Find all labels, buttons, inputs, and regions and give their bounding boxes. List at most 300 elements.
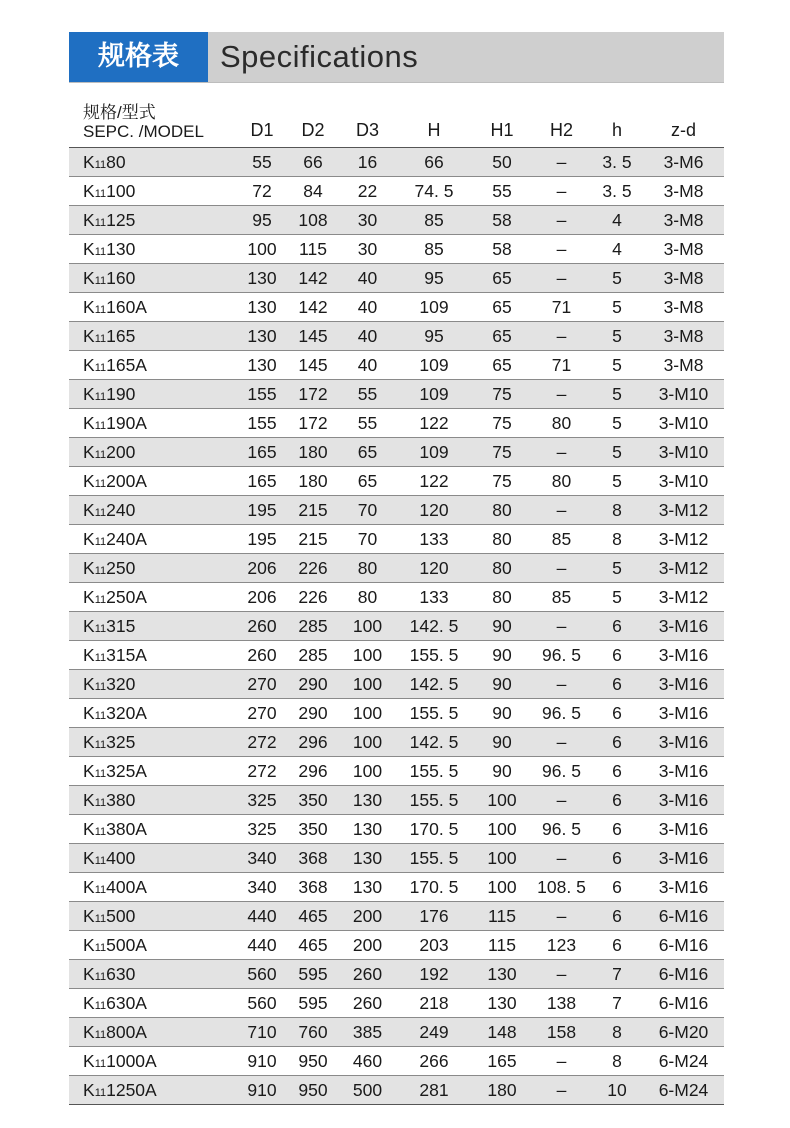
cell-z-d: 3-M16: [643, 641, 724, 670]
cell-d1: 130: [237, 264, 287, 293]
cell-d1: 260: [237, 612, 287, 641]
cell-h2: 108. 5: [532, 873, 591, 902]
table-row: [69, 235, 724, 264]
model-prefix: K: [83, 760, 95, 781]
model-number: 380A: [106, 818, 147, 839]
table-row: [69, 409, 724, 438]
cell-d3: 385: [339, 1018, 396, 1047]
model-number: 630A: [106, 992, 147, 1013]
model-cell: [69, 612, 237, 641]
cell-h1: 65: [472, 293, 532, 322]
cell-h: 142. 5: [396, 612, 472, 641]
cell-h: 95: [396, 264, 472, 293]
model-subscript: 11: [94, 883, 107, 896]
model-number: 200: [106, 441, 136, 462]
cell-d3: 130: [339, 786, 396, 815]
cell-d1: 165: [237, 438, 287, 467]
cell-h: 176: [396, 902, 472, 931]
cell-d3: 500: [339, 1076, 396, 1105]
cell-h-small: 5: [591, 293, 643, 322]
cell-h: 155. 5: [396, 844, 472, 873]
cell-h1: 65: [472, 322, 532, 351]
table-row: [69, 496, 724, 525]
model-number: 250A: [106, 586, 147, 607]
cell-h2: –: [532, 844, 591, 873]
table-row: [69, 844, 724, 873]
model-subscript: 11: [94, 361, 107, 374]
table-row: [69, 554, 724, 583]
cell-d2: 595: [287, 960, 339, 989]
cell-h2: –: [532, 438, 591, 467]
cell-d3: 200: [339, 902, 396, 931]
model-prefix: K: [83, 934, 95, 955]
model-subscript: 11: [94, 651, 107, 664]
cell-d1: 55: [237, 148, 287, 177]
cell-h1: 65: [472, 351, 532, 380]
cell-h-small: 4: [591, 235, 643, 264]
model-number: 320A: [106, 702, 147, 723]
cell-h: 133: [396, 525, 472, 554]
cell-h2: 96. 5: [532, 757, 591, 786]
cell-h-small: 6: [591, 641, 643, 670]
cell-h2: –: [532, 1047, 591, 1076]
model-column-header: [69, 86, 237, 148]
cell-h-small: 6: [591, 670, 643, 699]
cell-z-d: 6-M16: [643, 931, 724, 960]
cell-d1: 560: [237, 960, 287, 989]
cell-z-d: 3-M12: [643, 525, 724, 554]
column-header-h: H: [396, 86, 472, 148]
cell-h2: –: [532, 496, 591, 525]
model-cell: [69, 177, 237, 206]
cell-h-small: 4: [591, 206, 643, 235]
model-cell: [69, 699, 237, 728]
model-subscript: 11: [94, 767, 107, 780]
model-number: 315: [106, 615, 136, 636]
table-row: [69, 293, 724, 322]
model-cell: [69, 902, 237, 931]
cell-h: 266: [396, 1047, 472, 1076]
model-cell: [69, 873, 237, 902]
cell-d1: 155: [237, 380, 287, 409]
model-prefix: K: [83, 673, 95, 694]
header-divider: [69, 82, 724, 83]
cell-h2: 80: [532, 467, 591, 496]
cell-d2: 290: [287, 699, 339, 728]
cell-d3: 130: [339, 844, 396, 873]
model-prefix: K: [83, 644, 95, 665]
cell-d3: 65: [339, 467, 396, 496]
model-prefix: K: [83, 557, 95, 578]
cell-h: 142. 5: [396, 728, 472, 757]
model-subscript: 11: [94, 709, 107, 722]
cell-d3: 130: [339, 873, 396, 902]
cell-h1: 90: [472, 612, 532, 641]
cell-z-d: 6-M16: [643, 902, 724, 931]
cell-z-d: 3-M8: [643, 177, 724, 206]
model-prefix: K: [83, 905, 95, 926]
cell-d3: 55: [339, 380, 396, 409]
cell-h1: 55: [472, 177, 532, 206]
cell-d3: 100: [339, 641, 396, 670]
model-number: 190: [106, 383, 136, 404]
model-number: 380: [106, 789, 136, 810]
cell-h-small: 5: [591, 467, 643, 496]
cell-z-d: 3-M10: [643, 409, 724, 438]
cell-d2: 172: [287, 409, 339, 438]
column-header-d3: D3: [339, 86, 396, 148]
model-prefix: K: [83, 151, 95, 172]
cell-d2: 296: [287, 728, 339, 757]
table-row: [69, 699, 724, 728]
cell-z-d: 3-M8: [643, 322, 724, 351]
model-header-en: SEPC. /MODEL: [83, 122, 204, 141]
model-subscript: 11: [94, 477, 107, 490]
model-number: 325: [106, 731, 136, 752]
model-prefix: K: [83, 1021, 95, 1042]
model-cell: [69, 641, 237, 670]
cell-d2: 285: [287, 641, 339, 670]
model-cell: [69, 467, 237, 496]
model-cell: [69, 786, 237, 815]
cell-h2: –: [532, 670, 591, 699]
cell-d2: 465: [287, 931, 339, 960]
cell-d1: 710: [237, 1018, 287, 1047]
model-prefix: K: [83, 412, 95, 433]
cell-h: 249: [396, 1018, 472, 1047]
table-row: [69, 960, 724, 989]
cell-h-small: 5: [591, 554, 643, 583]
cell-h-small: 5: [591, 351, 643, 380]
cell-d3: 260: [339, 960, 396, 989]
cell-z-d: 3-M16: [643, 873, 724, 902]
model-number: 400: [106, 847, 136, 868]
cell-h2: –: [532, 380, 591, 409]
cell-z-d: 6-M20: [643, 1018, 724, 1047]
model-cell: [69, 815, 237, 844]
cell-d1: 130: [237, 351, 287, 380]
cell-z-d: 3-M8: [643, 293, 724, 322]
cell-h-small: 8: [591, 525, 643, 554]
cell-d2: 465: [287, 902, 339, 931]
model-subscript: 11: [94, 419, 107, 432]
model-subscript: 11: [94, 796, 107, 809]
table-row: [69, 902, 724, 931]
cell-h1: 80: [472, 496, 532, 525]
model-number: 1000A: [106, 1050, 157, 1071]
cell-d1: 130: [237, 293, 287, 322]
model-subscript: 11: [94, 187, 107, 200]
cell-d1: 260: [237, 641, 287, 670]
model-number: 130: [106, 238, 136, 259]
model-subscript: 11: [94, 245, 107, 258]
cell-d3: 40: [339, 293, 396, 322]
table-row: [69, 873, 724, 902]
model-prefix: K: [83, 383, 95, 404]
model-number: 190A: [106, 412, 147, 433]
cell-d2: 215: [287, 496, 339, 525]
model-number: 630: [106, 963, 136, 984]
model-subscript: 11: [94, 332, 107, 345]
cell-h1: 165: [472, 1047, 532, 1076]
cell-h1: 90: [472, 757, 532, 786]
cell-h-small: 5: [591, 409, 643, 438]
cell-d3: 130: [339, 815, 396, 844]
cell-d3: 30: [339, 206, 396, 235]
model-prefix: K: [83, 499, 95, 520]
cell-d1: 155: [237, 409, 287, 438]
cell-d1: 440: [237, 931, 287, 960]
model-prefix: K: [83, 818, 95, 839]
cell-d3: 100: [339, 612, 396, 641]
cell-h-small: 8: [591, 1018, 643, 1047]
cell-h: 155. 5: [396, 699, 472, 728]
cell-h1: 90: [472, 699, 532, 728]
model-number: 500A: [106, 934, 147, 955]
model-subscript: 11: [94, 390, 107, 403]
model-prefix: K: [83, 1079, 95, 1100]
cell-h2: –: [532, 554, 591, 583]
cell-h: 85: [396, 206, 472, 235]
cell-h-small: 5: [591, 380, 643, 409]
cell-d2: 215: [287, 525, 339, 554]
cell-d3: 40: [339, 351, 396, 380]
cell-h-small: 6: [591, 757, 643, 786]
cell-d3: 30: [339, 235, 396, 264]
model-prefix: K: [83, 731, 95, 752]
model-number: 400A: [106, 876, 147, 897]
model-cell: [69, 438, 237, 467]
cell-d2: 180: [287, 467, 339, 496]
model-number: 160A: [106, 296, 147, 317]
model-subscript: 11: [94, 999, 107, 1012]
cell-h2: –: [532, 177, 591, 206]
model-prefix: K: [83, 528, 95, 549]
cell-h-small: 3. 5: [591, 148, 643, 177]
cell-z-d: 3-M8: [643, 264, 724, 293]
cell-h: 155. 5: [396, 757, 472, 786]
model-number: 80: [106, 151, 126, 172]
cell-h1: 100: [472, 786, 532, 815]
cell-d3: 16: [339, 148, 396, 177]
section-header: [69, 32, 724, 82]
cell-d1: 340: [237, 844, 287, 873]
cell-d2: 172: [287, 380, 339, 409]
model-number: 325A: [106, 760, 147, 781]
model-prefix: K: [83, 325, 95, 346]
table-row: [69, 177, 724, 206]
cell-h2: –: [532, 264, 591, 293]
cell-h1: 90: [472, 641, 532, 670]
model-prefix: K: [83, 1050, 95, 1071]
cell-z-d: 6-M16: [643, 989, 724, 1018]
cell-h: 74. 5: [396, 177, 472, 206]
cell-h-small: 8: [591, 1047, 643, 1076]
cell-d3: 460: [339, 1047, 396, 1076]
cell-d2: 760: [287, 1018, 339, 1047]
table-row: [69, 786, 724, 815]
cell-d2: 180: [287, 438, 339, 467]
table-row: [69, 351, 724, 380]
cell-h: 133: [396, 583, 472, 612]
cell-d2: 290: [287, 670, 339, 699]
cell-z-d: 3-M10: [643, 467, 724, 496]
cell-z-d: 3-M16: [643, 844, 724, 873]
cell-d1: 206: [237, 554, 287, 583]
cell-h: 109: [396, 293, 472, 322]
model-cell: [69, 670, 237, 699]
cell-h: 218: [396, 989, 472, 1018]
cell-h1: 75: [472, 438, 532, 467]
column-header-h2: H2: [532, 86, 591, 148]
model-cell: [69, 757, 237, 786]
cell-d1: 72: [237, 177, 287, 206]
cell-z-d: 6-M16: [643, 960, 724, 989]
cell-z-d: 3-M12: [643, 554, 724, 583]
cell-h: 122: [396, 467, 472, 496]
model-number: 315A: [106, 644, 147, 665]
spec-table-body: [69, 148, 724, 1105]
model-number: 240A: [106, 528, 147, 549]
cell-h1: 75: [472, 467, 532, 496]
model-number: 250: [106, 557, 136, 578]
cell-d2: 950: [287, 1076, 339, 1105]
column-header-z-d: z-d: [643, 86, 724, 148]
cell-h: 155. 5: [396, 641, 472, 670]
cell-h-small: 5: [591, 264, 643, 293]
cell-z-d: 6-M24: [643, 1076, 724, 1105]
cell-d1: 206: [237, 583, 287, 612]
cell-d3: 100: [339, 728, 396, 757]
table-row: [69, 728, 724, 757]
cell-d3: 80: [339, 554, 396, 583]
cell-d1: 560: [237, 989, 287, 1018]
model-number: 165: [106, 325, 136, 346]
cell-h: 122: [396, 409, 472, 438]
table-row: [69, 438, 724, 467]
cell-h-small: 8: [591, 496, 643, 525]
cell-h: 109: [396, 380, 472, 409]
column-header-d2: D2: [287, 86, 339, 148]
cell-h-small: 5: [591, 583, 643, 612]
model-cell: [69, 293, 237, 322]
cell-d2: 142: [287, 264, 339, 293]
model-subscript: 11: [94, 941, 107, 954]
cell-h1: 90: [472, 728, 532, 757]
cell-h1: 75: [472, 409, 532, 438]
cell-h1: 148: [472, 1018, 532, 1047]
model-number: 125: [106, 209, 136, 230]
cell-h1: 100: [472, 844, 532, 873]
table-row: [69, 583, 724, 612]
model-prefix: K: [83, 789, 95, 810]
cell-h: 192: [396, 960, 472, 989]
model-subscript: 11: [94, 564, 107, 577]
cell-h: 170. 5: [396, 815, 472, 844]
table-row: [69, 931, 724, 960]
cell-d3: 200: [339, 931, 396, 960]
model-subscript: 11: [94, 1057, 107, 1070]
model-cell: [69, 728, 237, 757]
cell-h-small: 6: [591, 931, 643, 960]
model-number: 200A: [106, 470, 147, 491]
cell-h2: 96. 5: [532, 815, 591, 844]
cell-h-small: 10: [591, 1076, 643, 1105]
cell-h: 95: [396, 322, 472, 351]
cell-h-small: 6: [591, 873, 643, 902]
cell-d3: 100: [339, 699, 396, 728]
cell-h2: –: [532, 322, 591, 351]
model-cell: [69, 148, 237, 177]
cell-h2: 71: [532, 351, 591, 380]
cell-z-d: 3-M16: [643, 670, 724, 699]
model-number: 160: [106, 267, 136, 288]
cell-d2: 145: [287, 351, 339, 380]
cell-h1: 58: [472, 206, 532, 235]
cell-d2: 950: [287, 1047, 339, 1076]
cell-h1: 90: [472, 670, 532, 699]
cell-d1: 340: [237, 873, 287, 902]
model-subscript: 11: [94, 216, 107, 229]
model-prefix: K: [83, 615, 95, 636]
cell-h2: –: [532, 786, 591, 815]
cell-h: 170. 5: [396, 873, 472, 902]
cell-d2: 84: [287, 177, 339, 206]
cell-d3: 100: [339, 757, 396, 786]
cell-h: 85: [396, 235, 472, 264]
cell-d2: 368: [287, 844, 339, 873]
model-prefix: K: [83, 586, 95, 607]
cell-h-small: 7: [591, 989, 643, 1018]
cell-d3: 70: [339, 496, 396, 525]
model-prefix: K: [83, 267, 95, 288]
cell-d1: 100: [237, 235, 287, 264]
cell-h1: 100: [472, 873, 532, 902]
cell-h1: 130: [472, 960, 532, 989]
model-cell: [69, 322, 237, 351]
table-header-row: [69, 86, 724, 148]
model-subscript: 11: [94, 912, 107, 925]
cell-z-d: 3-M8: [643, 351, 724, 380]
cell-h-small: 6: [591, 815, 643, 844]
cell-d3: 40: [339, 322, 396, 351]
cell-h: 109: [396, 351, 472, 380]
cell-h: 120: [396, 496, 472, 525]
table-row: [69, 670, 724, 699]
model-number: 100: [106, 180, 136, 201]
cell-h: 203: [396, 931, 472, 960]
cell-z-d: 3-M6: [643, 148, 724, 177]
model-prefix: K: [83, 963, 95, 984]
cell-d2: 226: [287, 583, 339, 612]
cell-d3: 22: [339, 177, 396, 206]
table-row: [69, 206, 724, 235]
model-subscript: 11: [94, 680, 107, 693]
table-row: [69, 1076, 724, 1105]
cell-h-small: 7: [591, 960, 643, 989]
model-number: 500: [106, 905, 136, 926]
model-subscript: 11: [94, 854, 107, 867]
model-prefix: K: [83, 209, 95, 230]
cell-h: 120: [396, 554, 472, 583]
cell-h2: –: [532, 206, 591, 235]
model-cell: [69, 1018, 237, 1047]
cell-z-d: 3-M8: [643, 235, 724, 264]
cell-h-small: 3. 5: [591, 177, 643, 206]
table-row: [69, 1018, 724, 1047]
cell-z-d: 3-M12: [643, 496, 724, 525]
cell-h: 142. 5: [396, 670, 472, 699]
